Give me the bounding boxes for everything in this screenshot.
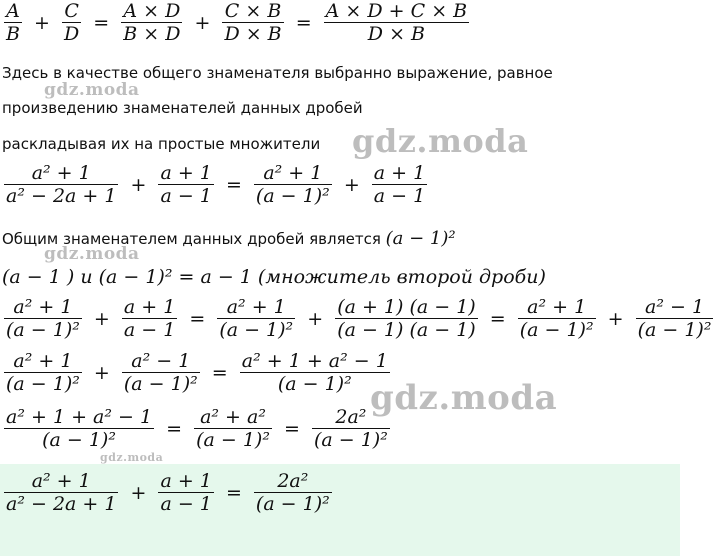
fraction: [194, 406, 272, 451]
fraction: [122, 350, 200, 395]
plus-sign: +: [607, 307, 624, 330]
equation-line-1: [2, 0, 471, 45]
fraction: [636, 296, 714, 341]
paragraph-text: Oбщим знаменателем данных дробей является: [2, 230, 381, 248]
equation-line-6: [2, 406, 392, 451]
fraction: [222, 0, 283, 45]
numerator: a² − 1: [122, 350, 200, 373]
equals-sign: =: [225, 173, 242, 196]
plus-sign: +: [130, 481, 147, 504]
denominator: (a − 1)²: [219, 319, 294, 341]
plus-sign: +: [93, 307, 110, 330]
numerator: a² + 1: [4, 162, 118, 185]
numerator: a² + 1: [518, 296, 596, 319]
numerator: C: [62, 0, 81, 23]
numerator: 2a²: [254, 470, 332, 493]
equation-line-5: [2, 350, 392, 395]
fraction: [4, 406, 154, 451]
watermark: gdz.moda: [44, 80, 140, 100]
fraction: [254, 470, 332, 515]
math-expression: (a − 1 ) и (a − 1)² = a − 1: [2, 266, 252, 288]
numerator: a² + 1: [4, 296, 82, 319]
denominator: (a − 1)²: [519, 319, 594, 341]
numerator: a² + 1 + a² − 1: [241, 350, 388, 372]
paragraph-common-denominator: Здесь в качестве общего знаменателя выбранно выражение, равное: [2, 64, 553, 82]
denominator: a² − 2a + 1: [6, 185, 117, 207]
plus-sign: +: [194, 11, 211, 34]
watermark: gdz.moda: [100, 451, 164, 464]
equation-result: [2, 470, 334, 515]
fraction: [122, 296, 177, 341]
fraction: [62, 0, 81, 45]
fraction: [121, 0, 182, 45]
fraction: [4, 296, 82, 341]
denominator: (a − 1)²: [6, 319, 80, 341]
equation-line-3: [2, 266, 546, 288]
equals-sign: =: [283, 417, 300, 440]
equals-sign: =: [189, 307, 206, 330]
denominator: a − 1: [160, 185, 212, 207]
fraction: [4, 470, 118, 515]
watermark: gdz.moda: [44, 244, 140, 264]
fraction: [217, 296, 295, 341]
plus-sign: +: [93, 361, 110, 384]
denominator: D × B: [367, 23, 425, 45]
fraction: [518, 296, 596, 341]
plus-sign: +: [307, 307, 324, 330]
numerator: (a + 1) (a − 1): [337, 296, 476, 318]
fraction: [335, 296, 478, 341]
equation-line-4: [2, 296, 715, 341]
equation-line-2: [2, 162, 429, 207]
equals-sign: =: [166, 417, 183, 440]
plus-sign: +: [130, 173, 147, 196]
denominator: a − 1: [123, 319, 176, 341]
denominator: (a − 1)²: [277, 373, 352, 395]
numerator: A: [4, 0, 22, 23]
equals-sign: =: [225, 481, 242, 504]
fraction: [4, 350, 82, 395]
plus-sign: +: [34, 11, 50, 34]
numerator: a + 1: [123, 296, 176, 318]
denominator: D × B: [224, 23, 282, 45]
fraction: [372, 162, 427, 207]
plus-sign: +: [343, 173, 360, 196]
numerator: a + 1: [160, 162, 212, 184]
fraction: [324, 0, 469, 45]
fraction: [254, 162, 332, 207]
denominator: a² − 2a + 1: [6, 493, 117, 515]
numerator: a² + 1: [4, 350, 82, 373]
equals-sign: =: [489, 307, 506, 330]
denominator: a − 1: [160, 493, 212, 515]
denominator: (a − 1)²: [255, 493, 330, 515]
denominator: (a − 1)²: [637, 319, 712, 341]
numerator: a² + a²: [194, 406, 272, 429]
denominator: a − 1: [373, 185, 426, 207]
watermark: gdz.moda: [370, 378, 558, 418]
numerator: a² + 1: [217, 296, 295, 319]
denominator: D: [63, 23, 80, 45]
fraction: [4, 162, 118, 207]
denominator: (a − 1)²: [42, 429, 116, 451]
denominator: (a − 1)²: [6, 373, 80, 395]
numerator: 2a²: [312, 406, 390, 429]
fraction: [158, 162, 213, 207]
denominator: (a − 1)²: [123, 373, 198, 395]
numerator: a² − 1: [636, 296, 714, 319]
paragraph-product-of-denominators: произведению знаменателей данных дробей: [2, 99, 363, 117]
numerator: a² + 1: [4, 470, 118, 493]
inline-math: (a − 1)²: [385, 228, 456, 249]
denominator: B: [6, 23, 20, 45]
numerator: a² + 1: [254, 162, 332, 185]
paragraph-factorization: раскладывая их на простые множители: [2, 135, 321, 153]
fraction: [312, 406, 390, 451]
numerator: a² + 1 + a² − 1: [6, 406, 153, 428]
denominator: B × D: [123, 23, 181, 45]
fraction: [240, 350, 390, 395]
fraction: [158, 470, 213, 515]
numerator: C × B: [222, 0, 283, 23]
numerator: a + 1: [373, 162, 426, 184]
denominator: (a − 1)²: [196, 429, 270, 451]
numerator: a + 1: [160, 470, 212, 492]
denominator: (a − 1)²: [255, 185, 330, 207]
equals-sign: =: [295, 11, 312, 34]
numerator: A × D + C × B: [325, 0, 468, 22]
fraction: [4, 0, 22, 45]
denominator: (a − 1)²: [313, 429, 388, 451]
denominator: (a − 1) (a − 1): [337, 319, 476, 341]
math-note: (множитель второй дроби): [257, 266, 546, 288]
equals-sign: =: [211, 361, 228, 384]
numerator: A × D: [121, 0, 182, 23]
equals-sign: =: [93, 11, 110, 34]
watermark: gdz.moda: [352, 122, 529, 160]
